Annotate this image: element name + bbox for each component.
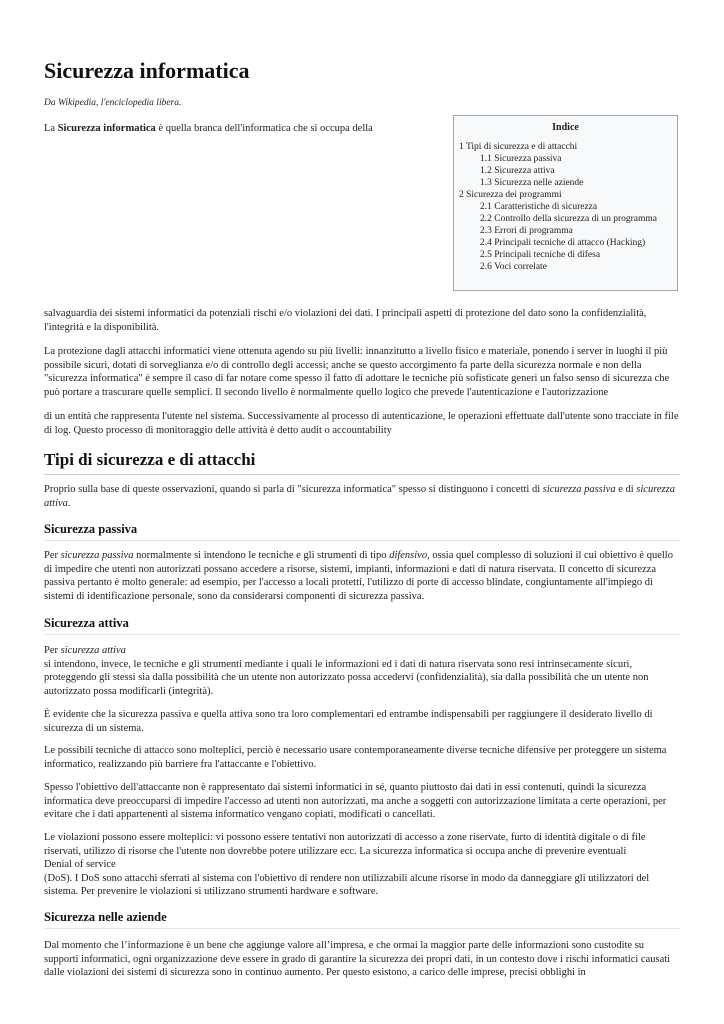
section-tipi-intro	[44, 483, 680, 510]
attiva-text-b: si intendono, invece, le tecniche e gli strumenti mediante i quali le informazioni ed i dati di natura riservata sono resi intrinsecamente sicuri, proteggendo gli stessi sia dalla possibilità che un utente non autorizzato possa accedervi (confidenzialità), sia dalla possibilità che un utente non autorizzato possa modificarli (integrità).	[44, 658, 649, 697]
tipi-intro-text-2: e di	[615, 484, 637, 495]
subsection-heading-aziende: Sicurezza nelle aziende	[44, 910, 680, 929]
passiva-term-difensivo: difensivo	[389, 550, 428, 561]
subsection-heading-attiva: Sicurezza attiva	[44, 616, 680, 635]
attiva-paragraph-3: Le possibili tecniche di attacco sono molteplici, perciò è necessario usare contemporaneamente diverse tecniche difensive per proteggere un sistema informatico, realizzando più barriere fra l'attaccante e l'obiettivo.	[44, 745, 667, 770]
toc-item[interactable]: 2.3 Errori di programma	[480, 226, 573, 236]
intro-continuation: salvaguardia dei sistemi informatici da potenziali rischi e/o violazioni dei dati. I principali aspetti di protezione del dato sono la confidenzialità, l'integrità e la disponibilità.	[44, 308, 647, 333]
dos-term: Denial of service	[44, 859, 116, 870]
attiva-text-5a: Le violazioni possono essere molteplici: vi possono essere tentativi non autorizzati di accesso a zone riservate, furto di identità digitale o di file riservati, utilizzo di risorse che l'utente non dovrebbe potere utilizzare ecc. La sicurezza informatica si occupa anche di prevenire eventuali	[44, 832, 646, 857]
protection-paragraph-continuation: di un entità che rappresenta l'utente nel sistema. Successivamente al processo di autenticazione, le operazioni effettuate dall'utente sono tracciate in file di log. Questo processo di monitoraggio delle attività è detto audit o accountability	[44, 411, 679, 436]
toc-item[interactable]: 2.4 Principali tecniche di attacco (Hacking)	[480, 238, 646, 248]
toc-list	[459, 141, 672, 273]
toc-item[interactable]: 1.3 Sicurezza nelle aziende	[480, 178, 584, 188]
attiva-paragraph-5	[44, 831, 680, 899]
tipi-intro-text-3: .	[67, 497, 71, 509]
tipi-intro-term-attiva: sicurezza attiva	[44, 484, 675, 509]
protection-paragraph: La protezione dagli attacchi informatici viene ottenuta agendo su più livelli: innanzitutto a livello fisico e materiale, ponendo i server in luoghi il più possibile sicuri, dotati di sorveglianza e/o di controllo degli accessi; anche se questo accorgimento fa parte della sicurezza normale e non della "sicurezza informatica" è sempre il caso di far notare come spesso il fatto di adottare le tecniche più sofisticate generi un falso senso di sicurezza che può portare a trascurare quelle semplici. Il secondo livello è normalmente quello logico che prevede l'autenticazione e l'autorizzazione	[44, 346, 670, 398]
attiva-paragraph-1	[44, 644, 680, 698]
toc-item[interactable]: 2 Sicurezza dei programmi	[459, 190, 562, 200]
attiva-term: sicurezza attiva	[60, 645, 126, 656]
toc-title: Indice	[552, 122, 579, 133]
passiva-text-a: Per	[44, 550, 61, 561]
aziende-paragraph: Dal momento che l’informazione è un bene che aggiunge valore all’impresa, e che ormai la maggior parte delle informazioni sono custodite su supporti informatici, ogni organizzazione deve essere in grado di garantire la sicurezza dei propri dati, in un contesto dove i rischi informatici causati dalle violazioni dei sistemi di sicurezza sono in continuo aumento. Per questo esistono, a carico delle imprese, precisi obblighi in	[44, 940, 671, 978]
intro-text-pre: La	[44, 123, 58, 134]
toc-item[interactable]: 2.1 Caratteristiche di sicurezza	[480, 202, 598, 212]
toc-item[interactable]: 1.2 Sicurezza attiva	[480, 166, 555, 176]
toc-item[interactable]: 2.5 Principali tecniche di difesa	[480, 250, 601, 260]
toc-item[interactable]: 2.2 Controllo della sicurezza di un programma	[480, 214, 658, 224]
attiva-text-5c: (DoS). I DoS sono attacchi sferrati al sistema con l'obiettivo di rendere non utilizzabili alcune risorse in modo da danneggiare gli utilizzatori del sistema. Per prevenire le violazioni si utilizzano strumenti hardware e software.	[44, 872, 650, 897]
subsection-heading-passiva: Sicurezza passiva	[44, 522, 680, 541]
toc-item[interactable]: 1.1 Sicurezza passiva	[480, 154, 562, 164]
intro-text-post: è quella branca dell'informatica che si occupa della	[155, 123, 373, 134]
tipi-intro-term-passiva: sicurezza passiva	[542, 484, 616, 495]
passiva-term: sicurezza passiva	[60, 550, 134, 561]
attiva-text-a: Per	[44, 645, 61, 656]
passiva-text-c: , ossia quel complesso di soluzioni il cui obiettivo è quello di impedire che utenti non autorizzati possano accedere a risorse, sistemi, impianti, informazioni e dati di natura riservata. Il concetto di sicurezza passiva pertanto è molto generale: ad esempio, per l'accesso a locali protetti, l'utilizzo di porte di accesso blindate, congiuntamente all'impiego di sistemi di identificazione personale, sono da considerarsi componenti di sicurezza passiva.	[44, 550, 673, 602]
attiva-paragraph-4: Spesso l'obiettivo dell'attaccante non è rappresentato dai sistemi informatici in sé, quanto piuttosto dai dati in essi contenuti, quindi la sicurezza informatica deve preoccuparsi di impedire l'accesso ad utenti non autorizzati, ma anche a soggetti con autorizzazione limitata a certe operazioni, per evitare che i dati appartenenti al sistema informatico vengano copiati, modificati o cancellati.	[44, 782, 667, 820]
tipi-intro-text: Proprio sulla base di queste osservazioni, quando si parla di "sicurezza informatica" spesso si distinguono i concetti di	[44, 484, 543, 495]
intro-paragraph	[44, 122, 424, 136]
passiva-paragraph	[44, 549, 680, 603]
page-tagline: Da Wikipedia, l'enciclopedia libera.	[44, 98, 182, 108]
section-heading-tipi: Tipi di sicurezza e di attacchi	[44, 450, 680, 475]
intro-bold-term: Sicurezza informatica	[57, 123, 156, 134]
table-of-contents	[453, 115, 678, 291]
passiva-text-b: normalmente si intendono le tecniche e gli strumenti di tipo	[133, 550, 390, 561]
page-title: Sicurezza informatica	[44, 58, 250, 83]
toc-item[interactable]: 2.6 Voci correlate	[480, 262, 547, 272]
attiva-paragraph-2: È evidente che la sicurezza passiva e quella attiva sono tra loro complementari ed entrambe indispensabili per raggiungere il desiderato livello di sicurezza di un sistema.	[44, 709, 653, 734]
toc-item[interactable]: 1 Tipi di sicurezza e di attacchi	[459, 142, 578, 152]
